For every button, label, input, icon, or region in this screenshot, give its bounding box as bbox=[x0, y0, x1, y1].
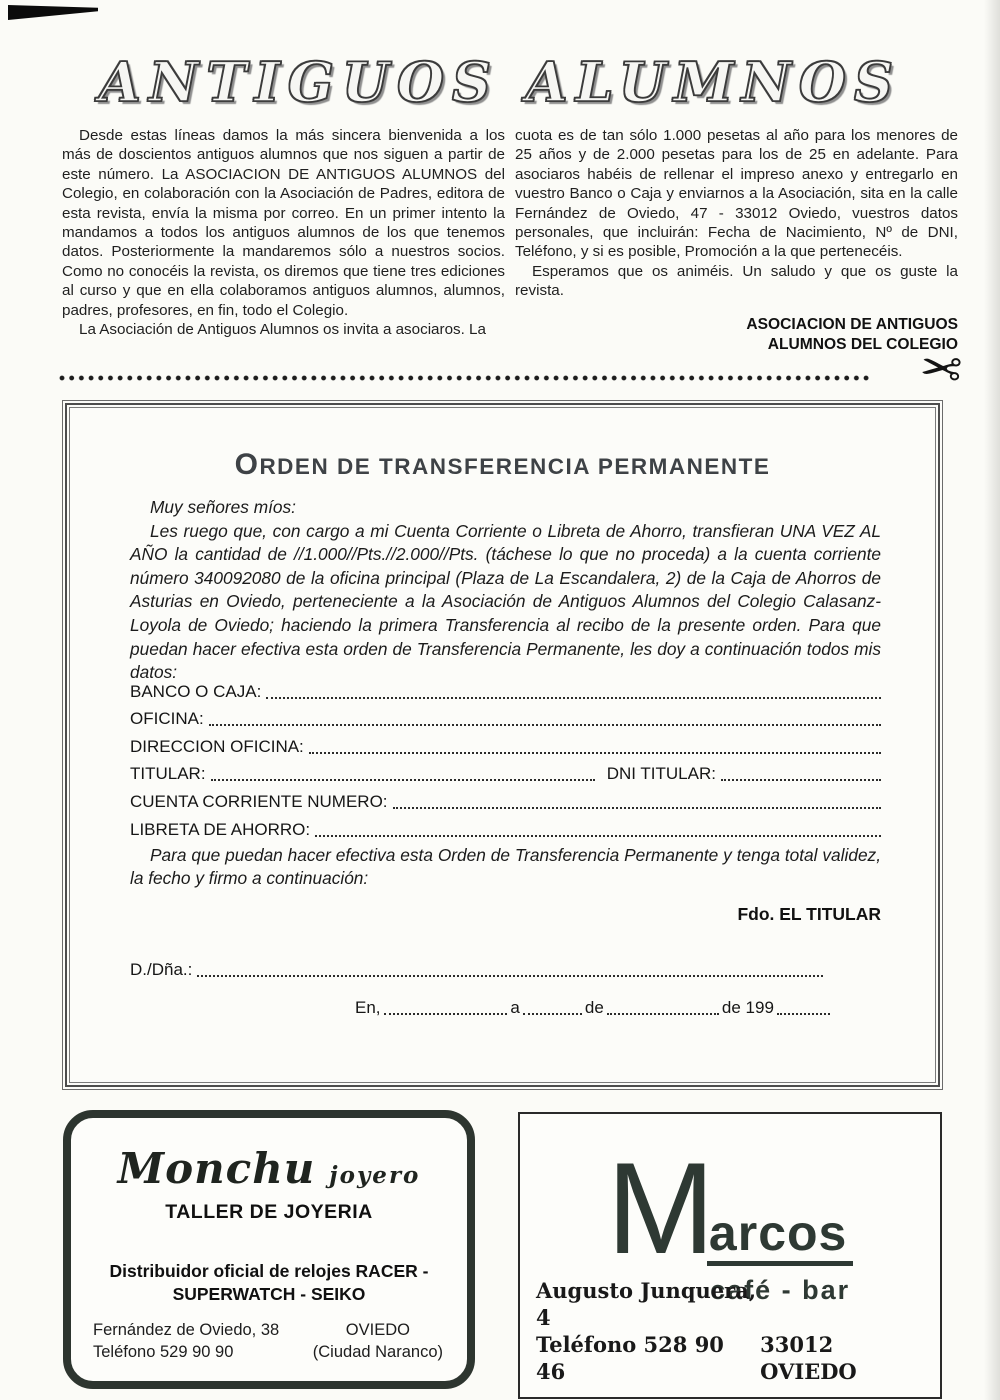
form-body bbox=[130, 496, 881, 685]
monchu-city: OVIEDO bbox=[345, 1321, 410, 1339]
monchu-city-block bbox=[313, 1319, 443, 1363]
intro-section bbox=[62, 126, 958, 355]
monchu-phone: Teléfono 529 90 90 bbox=[93, 1343, 234, 1361]
marcos-address-block bbox=[536, 1277, 760, 1385]
association-signature bbox=[515, 315, 958, 355]
field-name bbox=[130, 960, 823, 980]
marcos-subtitle: café - bar bbox=[710, 1275, 851, 1305]
dotted-fill-line bbox=[211, 779, 595, 781]
field-label: DNI TITULAR: bbox=[606, 764, 716, 784]
dotted-fill-line bbox=[607, 1013, 719, 1015]
dotted-fill-line bbox=[309, 752, 881, 754]
dotted-fill-line bbox=[209, 724, 881, 726]
monchu-logo bbox=[71, 1144, 467, 1193]
date-part: de 199 bbox=[721, 998, 774, 1017]
intro-paragraph: cuota es de tan sólo 1.000 pesetas al año para los menores de 25 años y de 2.000 pesetas para los de 25 en adelante. Para asociaros habéis de rellenar el impreso anexo y entregarlo en vuestro Banco o Caja y enviarnos a la Asociación, sita en la calle Fernández de Oviedo, 47 - 33012 Oviedo, vuestros datos personales, que incluirán: Fecha de Nacimiento, Nº de DNI, Teléfono, y si es posible, Promoción a la que pertenecéis. bbox=[515, 127, 958, 261]
monchu-contact bbox=[93, 1319, 443, 1363]
field-titular-dni bbox=[130, 757, 881, 785]
field-banco-o-caja bbox=[130, 674, 881, 702]
field-label: LIBRETA DE AHORRO: bbox=[130, 819, 311, 839]
scan-artifact bbox=[8, 5, 98, 20]
dotted-fill-line bbox=[777, 1013, 830, 1015]
dotted-fill-line bbox=[721, 779, 881, 781]
monchu-distributor-text bbox=[71, 1260, 467, 1306]
date-part: En, bbox=[355, 998, 381, 1017]
dotted-fill-line bbox=[384, 1013, 508, 1015]
marcos-postal-city: 33012 OVIEDO bbox=[760, 1332, 857, 1384]
intro-paragraph: La Asociación de Antiguos Alumnos os invita a asociaros. La bbox=[79, 321, 486, 339]
field-oficina bbox=[130, 702, 881, 730]
intro-left-column bbox=[62, 126, 505, 355]
dotted-fill-line bbox=[266, 697, 881, 699]
marcos-logo-initial: M bbox=[606, 1135, 715, 1281]
cut-dotted-line bbox=[58, 374, 870, 382]
monchu-district: (Ciudad Naranco) bbox=[312, 1343, 443, 1361]
dotted-fill-line bbox=[393, 807, 881, 809]
form-frame bbox=[65, 403, 940, 1087]
field-libreta-ahorro bbox=[130, 812, 881, 840]
form-title: ORDEN DE TRANSFERENCIA PERMANENTE bbox=[234, 448, 771, 481]
intro-right-column bbox=[515, 126, 958, 355]
date-part: de bbox=[584, 998, 604, 1017]
date-part: a bbox=[510, 998, 520, 1017]
distributor-line: Distribuidor oficial de relojes RACER - bbox=[109, 1261, 429, 1281]
ad-monchu-joyero bbox=[63, 1110, 475, 1389]
monchu-name-suffix: joyero bbox=[329, 1162, 421, 1189]
intro-paragraph: Esperamos que os animéis. Un saludo y que os guste la revista. bbox=[515, 262, 958, 300]
field-label: TITULAR: bbox=[130, 764, 206, 784]
field-direccion-oficina bbox=[130, 729, 881, 757]
monchu-name: Monchu bbox=[117, 1144, 316, 1193]
ad-marcos-cafe-bar bbox=[518, 1112, 942, 1399]
monchu-address-block bbox=[93, 1319, 279, 1363]
field-label: CUENTA CORRIENTE NUMERO: bbox=[130, 791, 388, 811]
monchu-tagline: TALLER DE JOYERIA bbox=[165, 1201, 373, 1223]
form-body-paragraph: Les ruego que, con cargo a mi Cuenta Corriente o Libreta de Ahorro, transfieran UNA VEZ AL AÑO la cantidad de //1.000//Pts.//2.000//Pts. (táchese lo que no proceda) a la cuenta corriente número 340092080 de la oficina principal (Plaza de La Escandalera, 2) de la Caja de Ahorros de Asturias en Oviedo, perteneciente a la Asociación de Antiguos Alumnos del Colegio Calasanz-Loyola de Oviedo; haciendo la primera Transferencia al recibo de la presente orden. Para que puedan hacer efectiva esta orden de Transferencia Permanente, les doy a continuación todos mis datos: bbox=[130, 520, 881, 683]
field-date bbox=[352, 998, 830, 1018]
form-frame-inner bbox=[69, 407, 936, 1083]
form-greeting: Muy señores míos: bbox=[150, 497, 296, 517]
signature-line: ALUMNOS DEL COLEGIO bbox=[767, 335, 958, 353]
field-label: DIRECCION OFICINA: bbox=[130, 736, 304, 756]
dotted-fill-line bbox=[315, 835, 881, 837]
distributor-line: SUPERWATCH - SEIKO bbox=[172, 1284, 366, 1304]
signature-line: ASOCIACION DE ANTIGUOS bbox=[746, 315, 958, 333]
page-title: ANTIGUOS ALUMNOS bbox=[99, 50, 901, 114]
marcos-logo-rest: arcos bbox=[707, 1208, 853, 1266]
monchu-address: Fernández de Oviedo, 38 bbox=[93, 1321, 280, 1339]
dotted-fill-line bbox=[197, 975, 823, 977]
field-cuenta-corriente bbox=[130, 784, 881, 812]
scissors-icon: ✂ bbox=[917, 337, 965, 401]
marcos-phone: Teléfono 528 90 46 bbox=[536, 1332, 724, 1384]
intro-paragraph: Desde estas líneas damos la más sincera bienvenida a los más de doscientos antiguos alumnos que nos siguen a partir de este número. La ASOCIACION DE ANTIGUOS ALUMNOS del Colegio, en colaboración con la Asociación de Padres, editora de esta revista, envía la misma por correo. En un primer intento la mandamos a todos los antiguos alumnos de los que tenemos datos. Posteriormente la mandaremos sólo a nuestros socios. Como no conocéis la revista, os diremos que tiene tres ediciones al curso y que en ella colaboramos antiguos alumnos, alumnos, padres, profesores, en fin, todo el Colegio. bbox=[62, 127, 505, 319]
field-label: OFICINA: bbox=[130, 709, 204, 729]
marcos-address: Augusto Junquera, 4 bbox=[536, 1278, 757, 1330]
scan-edge-shade bbox=[984, 0, 1000, 1400]
marcos-contact bbox=[536, 1277, 924, 1385]
dotted-fill-line bbox=[523, 1013, 582, 1015]
transfer-order-form bbox=[62, 400, 943, 1090]
signed-by-label: Fdo. EL TITULAR bbox=[737, 904, 881, 924]
form-fields bbox=[130, 674, 881, 840]
field-label: BANCO O CAJA: bbox=[130, 681, 262, 701]
form-closing-paragraph: Para que puedan hacer efectiva esta Orden de Transferencia Permanente y tenga total validez, la fecho y firmo a continuación: bbox=[130, 845, 881, 888]
field-label: D./Dña.: bbox=[130, 960, 193, 979]
